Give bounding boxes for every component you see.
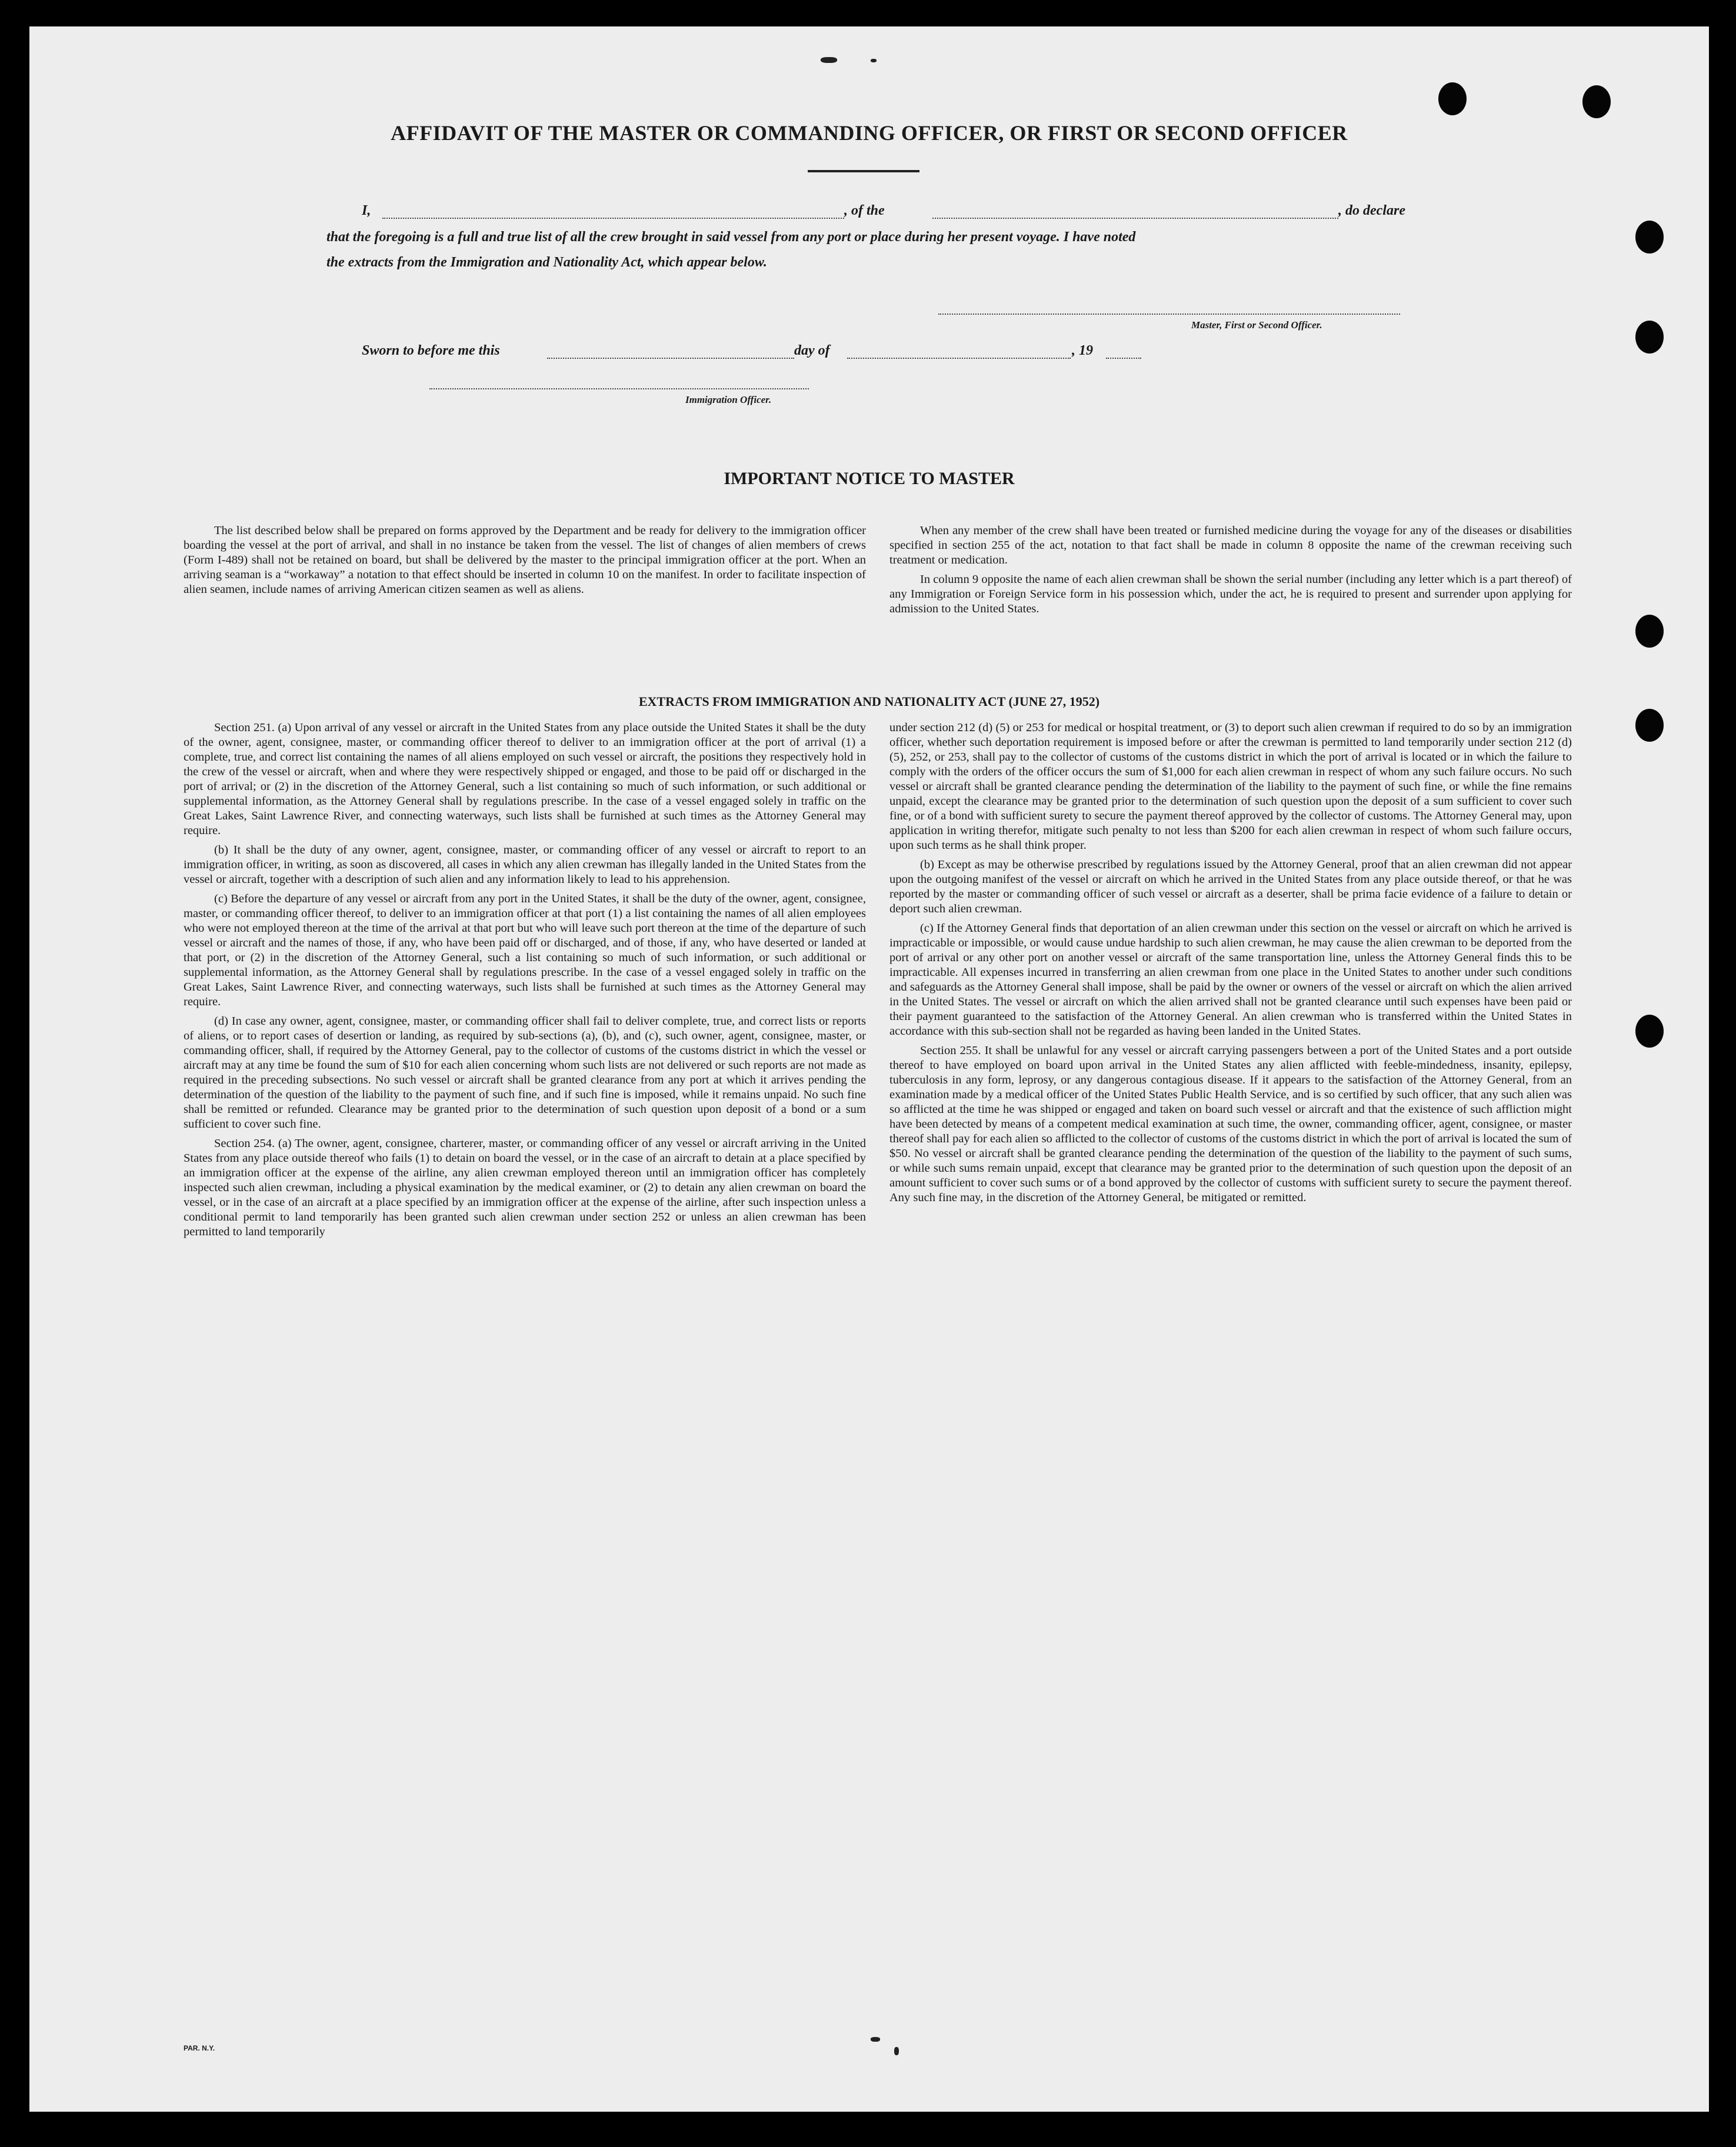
- notice-left-column: [184, 524, 866, 602]
- punch-hole: [1635, 1015, 1664, 1048]
- immigration-officer-label: Immigration Officer.: [685, 394, 772, 405]
- extracts-title: EXTRACTS FROM IMMIGRATION AND NATIONALITY ACT (JUNE 27, 1952): [638, 694, 1100, 709]
- affidavit-title: AFFIDAVIT OF THE MASTER OR COMMANDING OFFICER, OR FIRST OR SECOND OFFICER: [391, 121, 1348, 145]
- extract-paragraph: (b) Except as may be otherwise prescribed by regulations issued by the Attorney General, proof that an alien crewman did not appear upon the outgoing manifest of the vessel or aircraft on which he arrived in the United States from any place outside thereof, or that he was reported by the master or commanding officer of such vessel or aircraft as a deserter, shall be prima facie evidence of a failure to detain or deport such alien crewman.: [889, 858, 1572, 915]
- punch-hole: [1635, 221, 1664, 254]
- sworn-month-field[interactable]: [847, 358, 1071, 359]
- extract-paragraph: Section 254. (a) The owner, agent, consignee, charterer, master, or commanding officer of any vessel or aircraft arriving in the United States from any place outside thereof who fails (1) to detain on board the vessel, or in the case of an aircraft to detain at a place specified by an immigration officer at the expense of the airline, any alien crewman employed thereon until an immigration officer has completely inspected such alien crewman, including a physical examination by the medical examiner, or (2) to detain any alien crewman on board the vessel, or in the case of an aircraft at a place specified by an immigration officer at the expense of the airline, after such inspection unless a conditional permit to land temporarily has been granted such alien crewman under section 252 or unless an alien crewman has been permitted to land temporarily: [184, 1137, 866, 1238]
- extract-paragraph: Section 255. It shall be unlawful for any vessel or aircraft carrying passengers between a port of the United States and a port outside thereof to have employed on board upon arrival in the United States any alien afflicted with feeble-mindedness, insanity, epilepsy, tuberculosis in any form, leprosy, or any dangerous contagious disease. If it appears to the satisfaction of the Attorney General, from an examination made by a medical officer of the United States Public Health Service, and is so certified by such officer, that any such alien was so afflicted at the time he was shipped or engaged and taken on board such vessel or aircraft and that the existence of such affliction might have been detected by means of a competent medical examination at such time, the owner, commanding officer, agent, consignee, or master thereof shall pay for each alien so afflicted to the collector of customs of the customs district in which the port of arrival is located the sum of $50. No vessel or aircraft shall be granted clearance pending the determination of the question of the liability to the payment of such sums, or while such sums remain unpaid, except that clearance may be granted prior to the determination of such question upon the deposit of an amount sufficient to cover such sums or of a bond approved by the collector of customs with sufficient surety to secure the payment thereof. Any such fine may, in the discretion of the Attorney General, be mitigated or remitted.: [889, 1044, 1572, 1204]
- scan-speck: [871, 2037, 880, 2042]
- punch-hole: [1635, 615, 1664, 648]
- extracts-right-column: [889, 721, 1572, 1210]
- sworn-year-field[interactable]: [1106, 358, 1141, 359]
- extracts-left-column: [184, 721, 866, 1244]
- extract-paragraph: (c) Before the departure of any vessel or aircraft from any port in the United States, it shall be the duty of the owner, agent, consignee, master, or commanding officer thereof, to deliver to an immigration officer at that port (1) a list containing the names of all alien employees who were not employed thereon at the time of the arrival at that port but who will leave such port thereon at the time of the departure of such vessel or aircraft and the names of those, if any, who have been paid off or discharged, and of those, if any, who have deserted or landed at that port, or (2) in the discretion of the Attorney General, such a list containing so much of such information, or such additional or supplemental information, as the Attorney General shall by regulations prescribe. In the case of a vessel engaged solely in traffic on the Great Lakes, Saint Lawrence River, and connecting waterways, such lists shall be furnished at such times as the Attorney General may require.: [184, 892, 866, 1008]
- master-signature-line[interactable]: [938, 314, 1400, 315]
- punch-hole: [1635, 321, 1664, 354]
- i-label: I,: [362, 203, 371, 218]
- punch-hole: [1635, 709, 1664, 742]
- name-field[interactable]: [382, 218, 844, 219]
- day-of-label: day of: [794, 343, 830, 358]
- do-declare-label: , do declare: [1338, 203, 1405, 218]
- scan-speck: [821, 57, 837, 63]
- year-label: , 19: [1072, 343, 1093, 358]
- notice-paragraph: The list described below shall be prepared on forms approved by the Department and be ready for delivery to the immigration officer boarding the vessel at the port of arrival, and shall in no instance be taken from the vessel. The list of changes of alien members of crews (Form I-489) shall not be retained on board, but shall be delivered by the master to the principal immigration officer at the port. When an arriving seaman is a “workaway” a notation to that effect should be inserted in column 10 on the manifest. In order to facilitate inspection of alien seamen, include names of arriving American citizen seamen as well as aliens.: [184, 524, 866, 596]
- scan-speck: [871, 59, 877, 62]
- extract-paragraph: (c) If the Attorney General finds that deportation of an alien crewman under this section on the vessel or aircraft on which he arrived is impracticable or impossible, or would cause undue hardship to such alien crewman, he may cause the alien crewman to be deported from the port of arrival or any other port on another vessel or aircraft of the same transportation line, unless the Attorney General finds this to be impracticable. All expenses incurred in transferring an alien crewman from one place in the United States to another under such conditions and safeguards as the Attorney General shall impose, shall be paid by the owner or owners of the vessel or aircraft on which the alien arrived in the United States. The vessel or aircraft on which the alien arrived shall not be granted clearance until such expenses have been paid or their payment guaranteed to the satisfaction of the Attorney General. An alien crewman who is transferred within the United States in accordance with this sub-section shall not be regarded as having been landed in the United States.: [889, 922, 1572, 1038]
- immigration-officer-line[interactable]: [429, 388, 809, 389]
- extract-paragraph: (b) It shall be the duty of any owner, agent, consignee, master, or commanding officer of any vessel or aircraft to report to an immigration officer, in writing, as soon as discovered, all cases in which any alien crewman has illegally landed in the United States from the vessel or aircraft, together with a description of such alien and any information likely to lead to his apprehension.: [184, 844, 866, 886]
- notice-title: IMPORTANT NOTICE TO MASTER: [724, 469, 1015, 488]
- sworn-label: Sworn to before me this: [362, 343, 500, 358]
- notice-right-column: [889, 524, 1572, 621]
- vessel-field[interactable]: [932, 218, 1338, 219]
- extract-paragraph: under section 212 (d) (5) or 253 for medical or hospital treatment, or (3) to deport such alien crewman if required to do so by an immigration officer, whether such deportation requirement is imposed before or after the crewman is permitted to land temporarily under section 212 (d) (5), 252, or 253, shall pay to the collector of customs of the customs district in which the port of arrival is located or in which the failure to comply with the orders of the officer occurs the sum of $1,000 for each alien crewman in respect of whom any such failure occurs. No such vessel or aircraft shall be granted clearance pending the determination of the liability to the payment of such fine, or while the fine remains unpaid, except the clearance may be granted prior to the determination of such question upon the deposit of a sum sufficient to cover such fine, or of a bond with sufficient surety to secure the payment thereof approved by the collector of customs. The Attorney General may, upon application in writing therefor, mitigate such penalty to not less than $200 for each alien crewman in respect of whom such failure occurs, upon such terms as he shall think proper.: [889, 721, 1572, 852]
- punch-hole: [1582, 85, 1611, 118]
- document-page: [29, 26, 1709, 2112]
- notice-paragraph: In column 9 opposite the name of each alien crewman shall be shown the serial number (including any letter which is a part thereof) of any Immigration or Foreign Service form in his possession which, under the act, he is required to present and surrender upon applying for admission to the United States.: [889, 573, 1572, 615]
- of-the-label: , of the: [844, 203, 885, 218]
- master-signature-label: Master, First or Second Officer.: [1191, 319, 1322, 331]
- sworn-day-field[interactable]: [547, 358, 794, 359]
- extract-paragraph: (d) In case any owner, agent, consignee, master, or commanding officer shall fail to deliver complete, true, and correct lists or reports of aliens, or to report cases of desertion or landing, as required by sub-sections (a), (b), and (c), such owner, agent, consignee, master, or commanding officer, shall, if required by the Attorney General, pay to the collector of customs of the customs district in which the vessel or aircraft may at any time be found the sum of $10 for each alien concerning whom such lists are not delivered or such reports are not made as required in the preceding subsections. No such vessel or aircraft shall be granted clearance from any port at which it arrives pending the determination of the question of the liability to the payment of such fine, and if such fine is imposed, while it remains unpaid. No such fine shall be remitted or refunded. Clearance may be granted prior to the determination of such question upon deposit of a bond or a sum sufficient to cover such fine.: [184, 1015, 866, 1131]
- printer-mark: PAR. N.Y.: [184, 2044, 215, 2052]
- title-rule: [808, 170, 919, 172]
- declaration-line-2: the extracts from the Immigration and Nationality Act, which appear below.: [326, 255, 767, 270]
- notice-paragraph: When any member of the crew shall have been treated or furnished medicine during the voyage for any of the diseases or disabilities specified in section 255 of the act, notation to that fact shall be made in column 8 opposite the name of the crewman receiving such treatment or medication.: [889, 524, 1572, 566]
- scan-speck: [894, 2047, 899, 2055]
- punch-hole: [1438, 82, 1467, 115]
- extract-paragraph: Section 251. (a) Upon arrival of any vessel or aircraft in the United States from any place outside the United States it shall be the duty of the owner, agent, consignee, master, or commanding officer thereof to deliver to an immigration officer at the port of arrival (1) a complete, true, and correct list containing the names of all aliens employed on such vessel or aircraft, the positions they respectively hold in the crew of the vessel or aircraft, when and where they were respectively shipped or engaged, and those to be paid off or discharged in the port of arrival; or (2) in the discretion of the Attorney General, such a list containing so much of such information, or such additional or supplemental information, as the Attorney General shall by regulations prescribe. In the case of a vessel engaged solely in traffic on the Great Lakes, Saint Lawrence River, and connecting waterways, such lists shall be furnished at such times as the Attorney General may require.: [184, 721, 866, 837]
- declaration-line-1: that the foregoing is a full and true list of all the crew brought in said vessel from any port or place during her present voyage. I have noted: [326, 229, 1136, 245]
